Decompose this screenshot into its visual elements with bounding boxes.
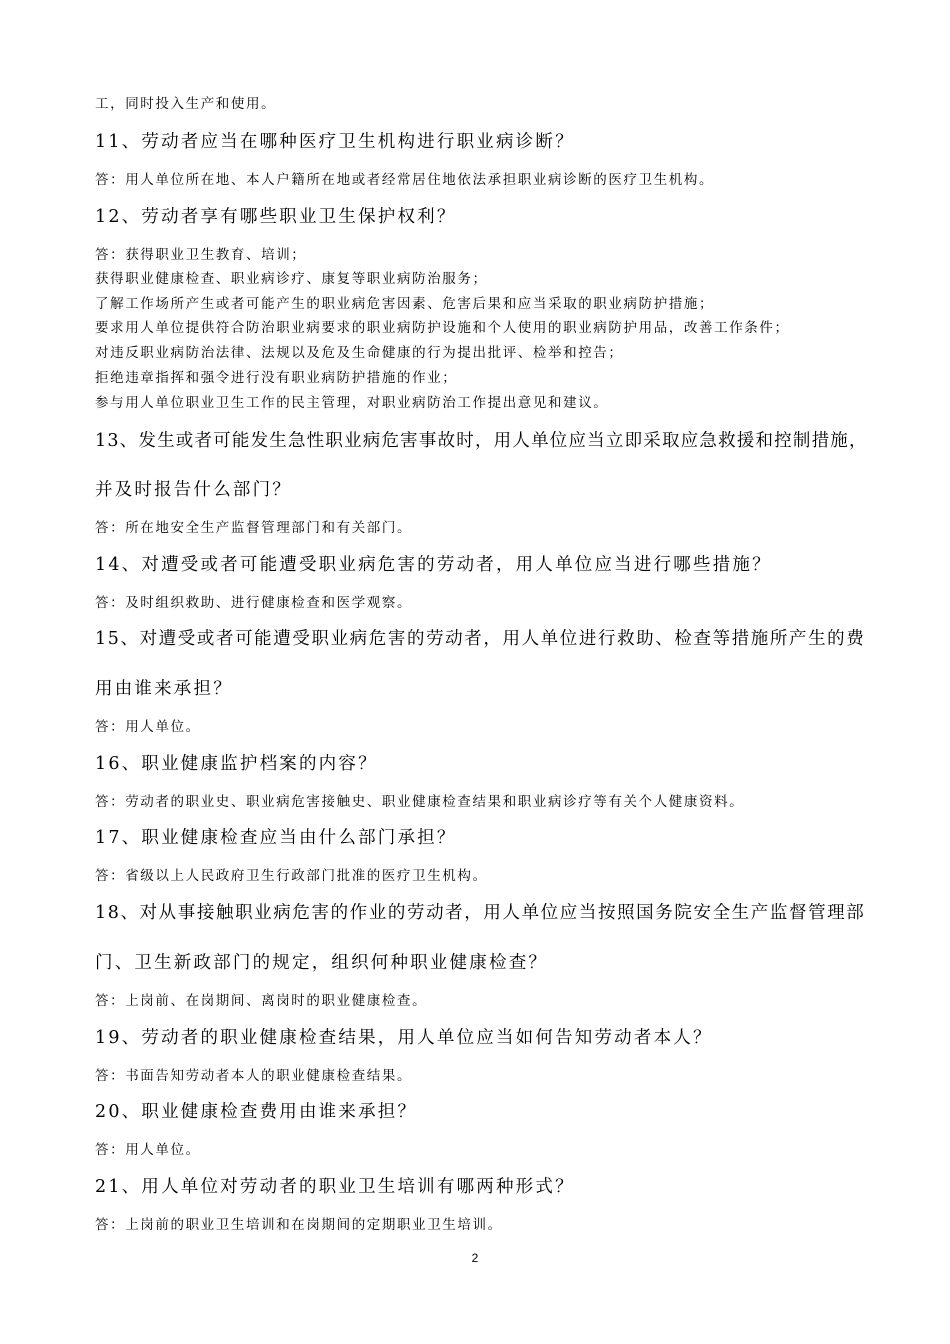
answer-12-line-7: 参与用人单位职业卫生工作的民主管理，对职业病防治工作提出意见和建议。	[95, 395, 609, 411]
answer-21: 答：上岗前的职业卫生培训和在岗期间的定期职业卫生培训。	[95, 1217, 503, 1233]
question-15-line-1: 15、对遭受或者可能遭受职业病危害的劳动者，用人单位进行救助、检查等措施所产生的费	[95, 629, 866, 649]
answer-11: 答：用人单位所在地、本人户籍所在地或者经常居住地依法承担职业病诊断的医疗卫生机构。	[95, 172, 715, 188]
question-18-line-2: 门、卫生新政部门的规定，组织何种职业健康检查？	[95, 953, 549, 973]
answer-15: 答：用人单位。	[95, 719, 201, 735]
answer-13: 答：所在地安全生产监督管理部门和有关部门。	[95, 520, 413, 536]
answer-14: 答：及时组织救助、进行健康检查和医学观察。	[95, 595, 413, 611]
question-20: 20、职业健康检查费用由谁来承担？	[95, 1102, 418, 1122]
question-19: 19、劳动者的职业健康检查结果，用人单位应当如何告知劳动者本人？	[95, 1028, 713, 1048]
answer-12-line-3: 了解工作场所产生或者可能产生的职业病危害因素、危害后果和应当采取的职业病防护措施；	[95, 296, 715, 312]
question-16: 16、职业健康监护档案的内容？	[95, 754, 378, 774]
answer-12-line-6: 拒绝违章指挥和强令进行没有职业病防护措施的作业；	[95, 370, 458, 386]
lead-text: 工，同时投入生产和使用。	[95, 96, 277, 112]
page-number: 2	[471, 1251, 479, 1265]
question-11: 11、劳动者应当在哪种医疗卫生机构进行职业病诊断？	[95, 132, 575, 152]
answer-12-line-5: 对违反职业病防治法律、法规以及危及生命健康的行为提出批评、检举和控告；	[95, 345, 624, 361]
question-12: 12、劳动者享有哪些职业卫生保护权利？	[95, 207, 457, 227]
question-17: 17、职业健康检查应当由什么部门承担？	[95, 828, 457, 848]
answer-12-line-4: 要求用人单位提供符合防治职业病要求的职业病防护设施和个人使用的职业病防护用品，改善工作条件；	[95, 320, 790, 336]
answer-18: 答：上岗前、在岗期间、离岗时的职业健康检查。	[95, 993, 428, 1009]
question-13-line-2: 并及时报告什么部门？	[95, 480, 292, 500]
question-13-line-1: 13、发生或者可能发生急性职业病危害事故时，用人单位应当立即采取应急救援和控制措施，	[95, 431, 868, 451]
answer-20: 答：用人单位。	[95, 1142, 201, 1158]
answer-12-line-2: 获得职业健康检查、职业病诊疗、康复等职业病防治服务；	[95, 271, 488, 287]
question-21: 21、用人单位对劳动者的职业卫生培训有哪两种形式？	[95, 1177, 575, 1197]
answer-17: 答：省级以上人民政府卫生行政部门批准的医疗卫生机构。	[95, 868, 488, 884]
answer-19: 答：书面告知劳动者本人的职业健康检查结果。	[95, 1068, 413, 1084]
question-14: 14、对遭受或者可能遭受职业病危害的劳动者，用人单位应当进行哪些措施？	[95, 555, 772, 575]
question-15-line-2: 用由谁来承担？	[95, 679, 233, 699]
answer-12-line-1: 答：获得职业卫生教育、培训；	[95, 247, 307, 263]
answer-16: 答：劳动者的职业史、职业病危害接触史、职业健康检查结果和职业病诊疗等有关个人健康资料。	[95, 794, 745, 810]
question-18-line-1: 18、对从事接触职业病危害的作业的劳动者，用人单位应当按照国务院安全生产监督管理部	[95, 903, 866, 923]
